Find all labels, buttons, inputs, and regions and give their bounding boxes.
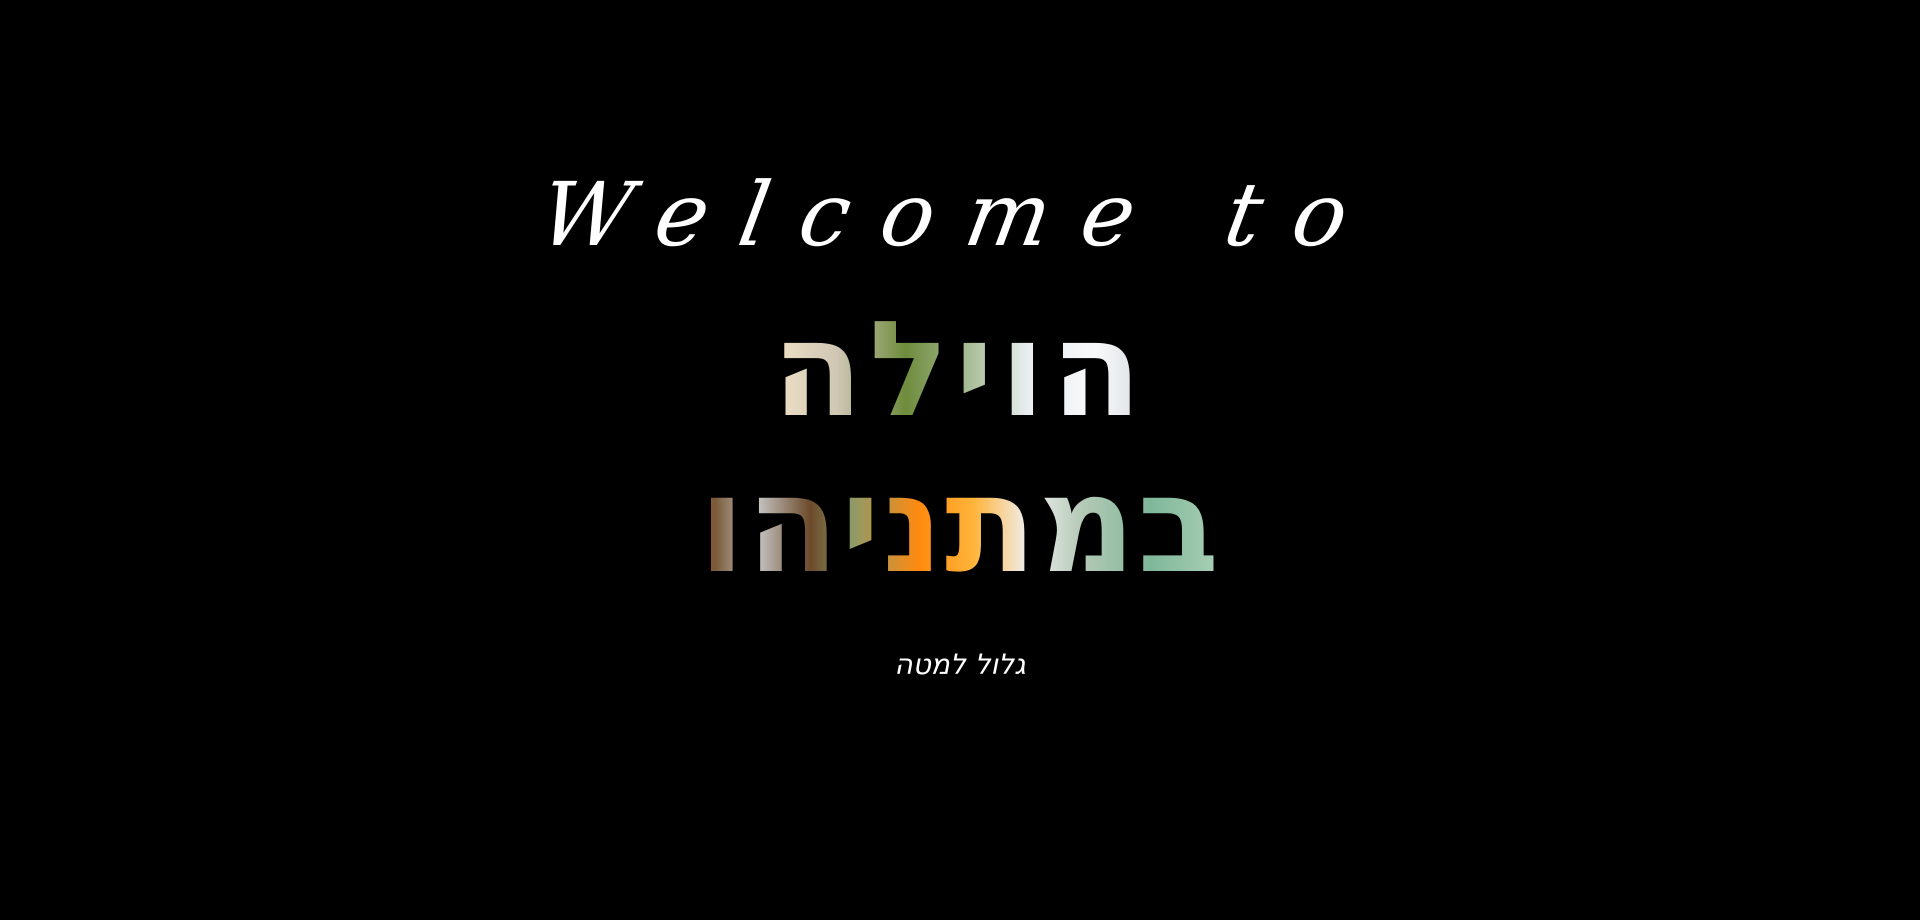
villa-title-line-2: במתניהו (620, 450, 1300, 600)
welcome-heading: Welcome to (532, 163, 1388, 266)
villa-title (620, 295, 1300, 615)
scroll-down-link[interactable]: גלול למטה (894, 648, 1026, 681)
villa-title-line-1: הוילה (620, 295, 1300, 445)
